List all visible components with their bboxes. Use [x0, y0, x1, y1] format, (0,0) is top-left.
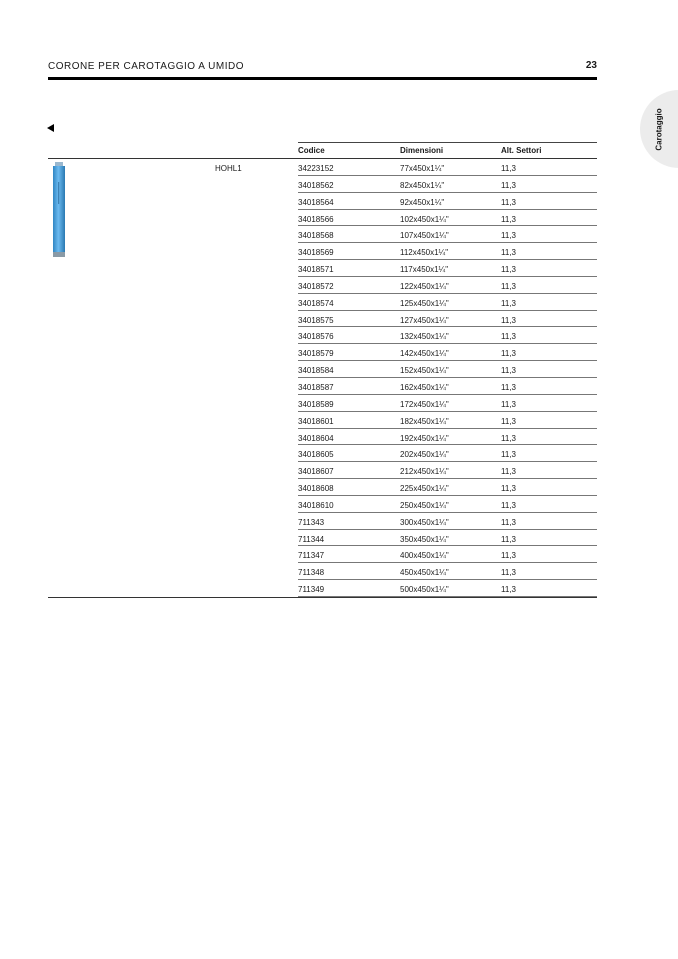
cell-dimensioni: 152x450x1¼"	[400, 366, 449, 376]
page-header	[48, 60, 597, 74]
cell-dimensioni: 125x450x1¼"	[400, 298, 449, 308]
cell-dimensioni: 300x450x1¼"	[400, 517, 449, 527]
cell-codice: 34018562	[298, 180, 334, 190]
cell-dimensioni: 400x450x1¼"	[400, 551, 449, 561]
table-row	[298, 327, 597, 344]
table-row	[298, 260, 597, 277]
cell-alt-settori: 11,3	[501, 315, 516, 325]
cell-codice: 34018572	[298, 281, 334, 291]
core-drill-image	[52, 162, 66, 258]
cell-dimensioni: 182x450x1¼"	[400, 416, 449, 426]
column-header-dimensioni: Dimensioni	[400, 146, 444, 155]
table-row	[298, 462, 597, 479]
table-row	[298, 412, 597, 429]
cell-alt-settori: 11,3	[501, 585, 516, 595]
table-row	[298, 378, 597, 395]
cell-dimensioni: 112x450x1¼"	[400, 248, 449, 258]
page-title: CORONE PER CAROTAGGIO A UMIDO	[48, 61, 245, 72]
cell-dimensioni: 225x450x1¼"	[400, 484, 449, 494]
cell-codice: 34018607	[298, 467, 334, 477]
cell-alt-settori: 11,3	[501, 298, 516, 308]
table-row	[298, 445, 597, 462]
cell-alt-settori: 11,3	[501, 231, 516, 241]
cell-alt-settori: 11,3	[501, 164, 516, 173]
cell-codice: 34018564	[298, 197, 334, 207]
column-header-alt-settori: Alt. Settori	[501, 146, 542, 155]
cell-codice: 34223152	[298, 164, 334, 173]
cell-alt-settori: 11,3	[501, 551, 516, 561]
cell-alt-settori: 11,3	[501, 349, 516, 359]
cell-codice: 34018566	[298, 214, 334, 224]
cell-alt-settori: 11,3	[501, 467, 516, 477]
table-row	[298, 210, 597, 227]
cell-codice: 34018604	[298, 433, 334, 443]
table-row	[298, 193, 597, 210]
cell-codice: 711343	[298, 517, 325, 527]
cell-dimensioni: 172x450x1¼"	[400, 399, 449, 409]
cell-codice: 34018571	[298, 265, 334, 275]
cell-alt-settori: 11,3	[501, 180, 516, 190]
cell-dimensioni: 77x450x1¼"	[400, 164, 445, 173]
cell-codice: 34018601	[298, 416, 334, 426]
product-label: HOHL1	[215, 164, 242, 173]
cell-dimensioni: 92x450x1¼"	[400, 197, 445, 207]
cell-codice: 711348	[298, 568, 325, 578]
cell-alt-settori: 11,3	[501, 382, 516, 392]
cell-dimensioni: 350x450x1¼"	[400, 534, 449, 544]
table-row	[298, 513, 597, 530]
cell-codice: 34018584	[298, 366, 334, 376]
cell-alt-settori: 11,3	[501, 534, 516, 544]
cell-alt-settori: 11,3	[501, 281, 516, 291]
table-row	[298, 496, 597, 513]
cell-dimensioni: 132x450x1¼"	[400, 332, 449, 342]
table-top-rule	[298, 142, 597, 143]
cell-dimensioni: 212x450x1¼"	[400, 467, 449, 477]
cell-alt-settori: 11,3	[501, 366, 516, 376]
cell-alt-settori: 11,3	[501, 265, 516, 275]
cell-dimensioni: 500x450x1¼"	[400, 585, 449, 595]
table-row	[298, 361, 597, 378]
cell-alt-settori: 11,3	[501, 484, 516, 494]
cell-codice: 34018574	[298, 298, 334, 308]
cell-dimensioni: 202x450x1¼"	[400, 450, 449, 460]
cell-codice: 34018579	[298, 349, 334, 359]
cell-dimensioni: 82x450x1¼"	[400, 180, 445, 190]
cell-dimensioni: 107x450x1¼"	[400, 231, 449, 241]
cell-alt-settori: 11,3	[501, 197, 516, 207]
cell-dimensioni: 102x450x1¼"	[400, 214, 449, 224]
table-row	[298, 563, 597, 580]
cell-alt-settori: 11,3	[501, 500, 516, 510]
cell-alt-settori: 11,3	[501, 332, 516, 342]
table-row	[298, 226, 597, 243]
cell-alt-settori: 11,3	[501, 517, 516, 527]
table-row	[298, 294, 597, 311]
table-row	[298, 429, 597, 446]
cell-codice: 34018610	[298, 500, 334, 510]
cell-dimensioni: 142x450x1¼"	[400, 349, 449, 359]
cell-codice: 711344	[298, 534, 325, 544]
cell-codice: 34018569	[298, 248, 334, 258]
cell-codice: 34018575	[298, 315, 334, 325]
cell-dimensioni: 192x450x1¼"	[400, 433, 449, 443]
table-row	[298, 159, 597, 176]
cell-alt-settori: 11,3	[501, 568, 516, 578]
cell-dimensioni: 162x450x1¼"	[400, 382, 449, 392]
cell-dimensioni: 127x450x1¼"	[400, 315, 449, 325]
cell-dimensioni: 250x450x1¼"	[400, 500, 449, 510]
table-bottom-rule	[48, 597, 597, 598]
cell-alt-settori: 11,3	[501, 416, 516, 426]
table-row	[298, 479, 597, 496]
table-row	[298, 243, 597, 260]
table-row	[298, 344, 597, 361]
cell-alt-settori: 11,3	[501, 433, 516, 443]
section-tab[interactable]	[640, 90, 678, 168]
cell-codice: 34018568	[298, 231, 334, 241]
cell-alt-settori: 11,3	[501, 399, 516, 409]
table-row	[298, 546, 597, 563]
table-row	[298, 530, 597, 547]
table-row	[298, 395, 597, 412]
header-rule	[48, 77, 597, 80]
cell-alt-settori: 11,3	[501, 214, 516, 224]
cell-dimensioni: 117x450x1¼"	[400, 265, 449, 275]
cell-codice: 34018587	[298, 382, 334, 392]
section-tab-label: Carotaggio	[654, 107, 664, 151]
cell-codice: 711349	[298, 585, 325, 595]
cell-codice: 34018605	[298, 450, 334, 460]
cell-alt-settori: 11,3	[501, 248, 516, 258]
cell-alt-settori: 11,3	[501, 450, 516, 460]
back-arrow-icon[interactable]	[47, 124, 54, 132]
cell-codice: 34018608	[298, 484, 334, 494]
page-number: 23	[585, 60, 597, 71]
cell-codice: 711347	[298, 551, 325, 561]
product-table	[298, 159, 597, 597]
column-header-codice: Codice	[298, 146, 325, 155]
table-row	[298, 277, 597, 294]
table-row	[298, 580, 597, 597]
cell-codice: 34018589	[298, 399, 334, 409]
cell-dimensioni: 122x450x1¼"	[400, 281, 449, 291]
cell-dimensioni: 450x450x1¼"	[400, 568, 449, 578]
cell-codice: 34018576	[298, 332, 334, 342]
table-row	[298, 311, 597, 328]
table-row	[298, 176, 597, 193]
